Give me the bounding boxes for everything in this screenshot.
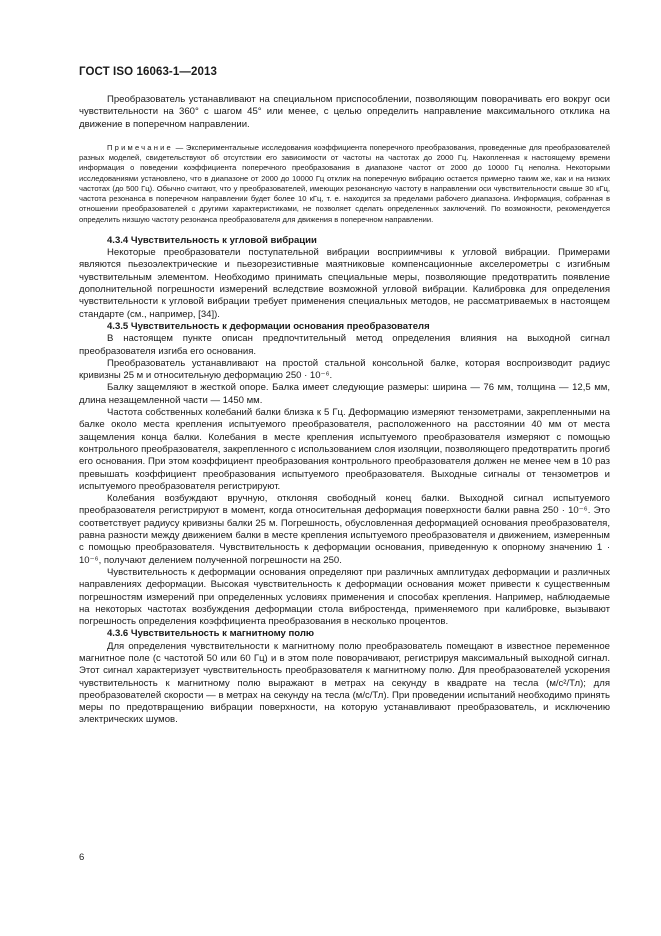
note-label: Примечание [107,142,173,152]
heading-4-3-4: 4.3.4 Чувствительность к угловой вибрации [107,234,317,246]
paragraph-beam-dimensions: Балку защемляют в жесткой опоре. Балка имеет следующие размеры: ширина — 76 мм, толщина — 12,5 мм, длина незащемленной части — 1450 мм. [79,382,610,406]
note-block [79,143,610,225]
paragraph-magnetic-field: Для определения чувствительности к магнитному полю преобразователь помещают в известное переменное магнитное поле (с частотой 50 или 60 Гц) и в этом поле поворачивают, регистрируя максимальный выходной сигнал. Этот сигнал характеризует чувствительность преобразователя к магнитному полю. Для преобразователей ускорения чувствительность к магнитному полю выражают в метрах на секунду в квадрате на тесла (м/с²/Тл); для преобразователей скорости — в метрах на секунду на тесла (м/с/Тл). При проведении испытаний необходимо принять меры по предотвращению вибрации поверхности, на которую устанавливают преобразователь, и исключению электрических шумов. [79,640,610,726]
page-number: 6 [79,852,85,863]
heading-4-3-5: 4.3.5 Чувствительность к деформации основания преобразователя [107,320,430,332]
paragraph-beam-mounting: Преобразователь устанавливают на простой стальной консольной балке, которая воспроизводит радиус кривизны 25 м и относительную деформацию 250 · 10⁻⁶. [79,357,610,382]
paragraph-fixture: Преобразователь устанавливают на специальном приспособлении, позволяющим поворачивать его вокруг оси чувствительности на 360° с шагом 45° или менее, с целью определить направление максимального отклика на движение в поперечном направлении. [79,94,610,130]
note-text: — Экспериментальные исследования коэффициента поперечного преобразования, проведенные для преобразователей разных моделей, свидетельствуют об отсутствии его зависимости от частоты на частотах до 2000 Гц. Накопленная к настоящему времени информация о поведении коэффициента поперечного преобразования в диапазоне частот от 2000 до 10000 Гц неполна. Некоторыми исследованиями установлено, что в диапазоне от 2000 до 10000 Гц отклик на поперечную вибрацию остается примерно таким же, как и на низких частотах (до 500 Гц). Обычно считают, что у преобразователей, имеющих резонансную частоту в направлении оси чувствительности свыше 30 кГц, частота резонанса в поперечном направлении будет более 10 кГц, т. е. находится за пределами рабочего диапазона. Информация, собранная в отношении преобразователей с другими характеристиками, не позволяет сделать определенных заключений. По возможности, рекомендуется определить низшую частоту резонанса преобразователя для движения в поперечном направлении. [79,142,610,224]
paragraph-excitation: Колебания возбуждают вручную, отклоняя свободный конец балки. Выходной сигнал испытуемого преобразователя регистрируют в момент, когда относительная деформация поверхности балки равна 250 · 10⁻⁶. Это соответствует радиусу кривизны балки 25 м. Погрешность, обусловленная деформацией основания преобразователя, равна разности между движением балки в месте крепления испытуемого преобразователя и движением, измеренным с помощью преобразователя. Чувствительность к деформации основания, приведенную к опорному значению 1 · 10⁻⁶, получают делением полученной погрешности на 250. [79,493,610,566]
paragraph-angular-vibration: Некоторые преобразователи поступательной вибрации восприимчивы к угловой вибрации. Примерами являются пьезоэлектрические и пьезорезистивные маятниковые компенсационные акселерометры с изгибным чувствительным элементом. Необходимо принимать специальные меры, позволяющие предотвратить появление дополнительной погрешности измерений вследствие возможной угловой вибрации. Калибровка для определения чувствительности к угловой вибрации требует применения специальных методов, не рассматриваемых в настоящем стандарте (см., например, [34]). [79,247,610,320]
paragraph-beam-frequency: Частота собственных колебаний балки близка к 5 Гц. Деформацию измеряют тензометрами, закрепленными на балке около места крепления испытуемого преобразователя, расположенного на расстоянии 40 мм от места защемления конца балки. Колебания в месте крепления испытуемого преобразователя измеряют с помощью контрольного преобразователя, закрепленного с использованием слоя изоляции, позволяющего предотвратить прогиб его основания. При этом коэффициент преобразования контрольного преобразователя должен не менее чем в 10 раз превышать коэффициент преобразования испытуемого преобразователя. Выходные сигналы от тензометров и испытуемого преобразователя регистрируют. [79,407,610,492]
paragraph-strain-sensitivity: Чувствительность к деформации основания определяют при различных амплитудах деформации и различных направлениях деформации. Высокая чувствительность к деформации основания может привести к существенным погрешностям измерений при определенных условиях применения и способах крепления. Например, наблюдаемые на некоторых частотах возбуждения деформации стола вибростенда, применяемого при калибровке, вызывают погрешность определения коэффициента преобразования в несколько процентов. [79,566,610,628]
standard-header: ГОСТ ISO 16063-1—2013 [79,66,217,78]
paragraph-base-strain-intro: В настоящем пункте описан предпочтительный метод определения влияния на выходной сигнал преобразователя изгиба его основания. [79,333,610,357]
heading-4-3-6: 4.3.6 Чувствительность к магнитному полю [107,628,315,640]
page-content [79,94,610,727]
